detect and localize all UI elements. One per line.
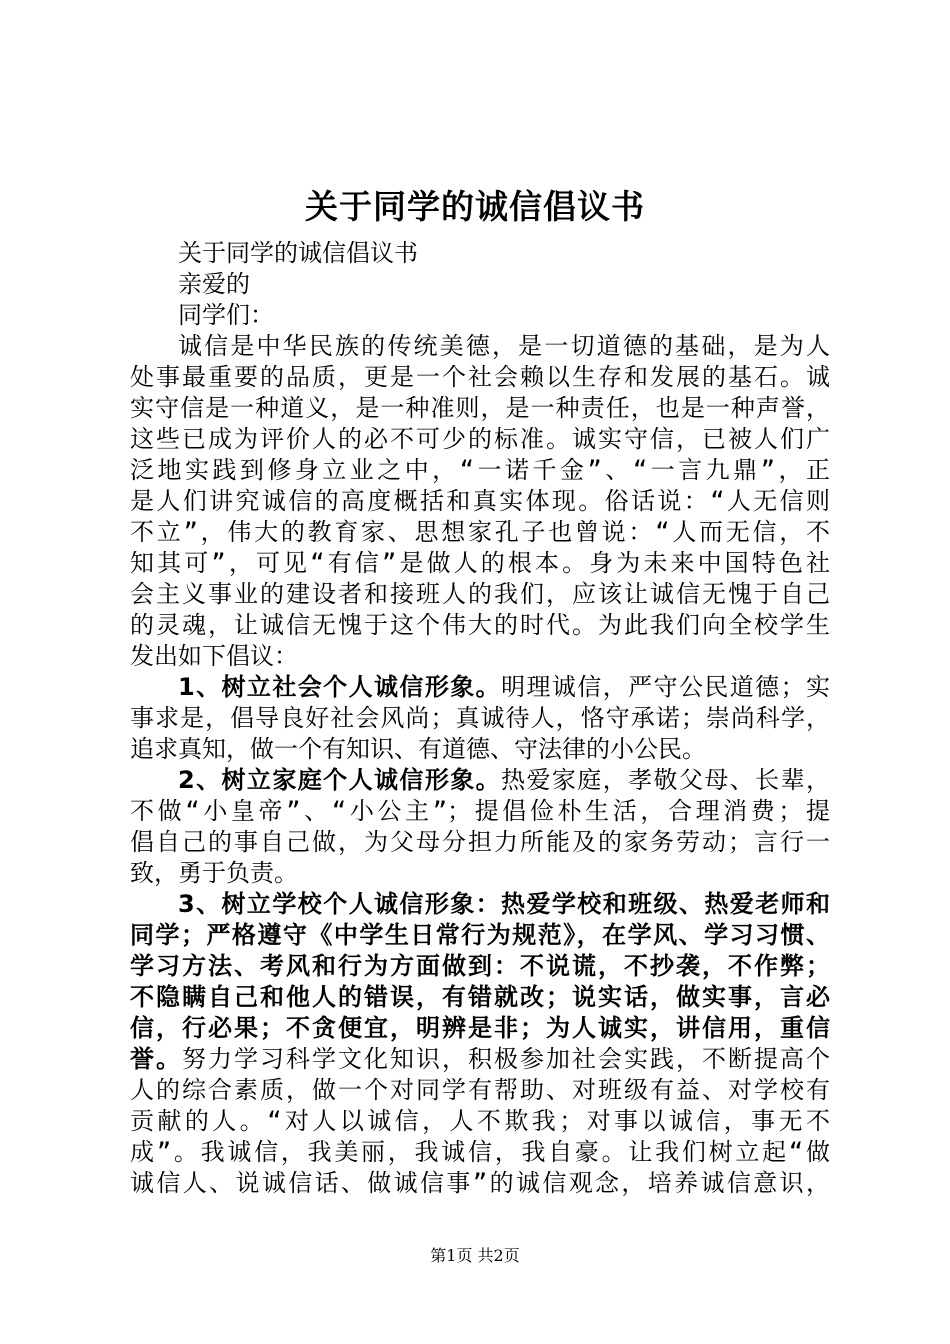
item-3-bold-tail: 誉。 xyxy=(130,1045,182,1073)
paragraph-line: 知其可”，可见“有信”是做人的根本。身为未来中国特色社 xyxy=(130,549,830,577)
paragraph-line: 人的综合素质，做一个对同学有帮助、对班级有益、对学校有 xyxy=(130,1076,830,1104)
paragraph-line: 事求是，倡导良好社会风尚；真诚待人，恪守承诺；崇尚科学， xyxy=(130,704,830,732)
paragraph-line: 是人们讲究诚信的高度概括和真实体现。俗话说：“人无信则 xyxy=(130,487,830,515)
paragraph-line: 不立”，伟大的教育家、思想家孔子也曾说：“人而无信，不 xyxy=(130,518,830,546)
item-3-bold-line: 信，行必果；不贪便宜，明辨是非；为人诚实，讲信用，重信 xyxy=(130,1014,830,1042)
item-1-text: 明理诚信，严守公民道德；实 xyxy=(501,673,831,701)
paragraph-line: 倡自己的事自己做，为父母分担力所能及的家务劳动；言行一 xyxy=(130,828,830,856)
paragraph-line: 实守信是一种道义，是一种准则，是一种责任，也是一种声誉， xyxy=(130,394,830,422)
page-footer: 第1页 共2页 xyxy=(430,1246,520,1265)
paragraph-line: 成”。我诚信，我美丽，我诚信，我自豪。让我们树立起“做 xyxy=(130,1138,830,1166)
paragraph-line: 诚信人、说诚信话、做诚信事”的诚信观念，培养诚信意识， xyxy=(130,1169,830,1197)
item-3-text: 努力学习科学文化知识，积极参加社会实践，不断提高个 xyxy=(182,1045,830,1073)
item-3-bold-line: 不隐瞒自己和他人的错误，有错就改；说实话，做实事，言必 xyxy=(130,983,830,1011)
page-title: 关于同学的诚信倡议书 xyxy=(305,187,645,226)
paragraph-line: 不做“小皇帝”、“小公主”；提倡俭朴生活，合理消费；提 xyxy=(130,797,830,825)
item-2-first-line xyxy=(130,765,830,796)
item-3-bold-line: 3、树立学校个人诚信形象：热爱学校和班级、热爱老师和 xyxy=(178,890,830,918)
item-2-heading: 2、树立家庭个人诚信形象。 xyxy=(178,766,502,794)
paragraph-line: 发出如下倡议： xyxy=(130,642,298,670)
item-3-bold-line: 同学；严格遵守《中学生日常行为规范》，在学风、学习习惯、 xyxy=(130,921,830,949)
salutation-line: 同学们： xyxy=(178,301,274,329)
salutation-line: 亲爱的 xyxy=(178,270,250,298)
subtitle-line: 关于同学的诚信倡议书 xyxy=(178,239,418,267)
item-1-first-line xyxy=(130,672,830,703)
item-3-bold-line: 学习方法、考风和行为方面做到：不说谎，不抄袭，不作弊； xyxy=(130,952,830,980)
paragraph-line: 致，勇于负责。 xyxy=(130,859,298,887)
paragraph-line: 这些已成为评价人的必不可少的标准。诚实守信，已被人们广 xyxy=(130,425,830,453)
paragraph-line: 贡献的人。“对人以诚信，人不欺我；对事以诚信，事无不 xyxy=(130,1107,830,1135)
paragraph-line: 诚信是中华民族的传统美德，是一切道德的基础，是为人 xyxy=(178,332,830,360)
document-body xyxy=(130,238,830,1199)
paragraph-line: 处事最重要的品质，更是一个社会赖以生存和发展的基石。诚 xyxy=(130,363,830,391)
paragraph-line: 追求真知，做一个有知识、有道德、守法律的小公民。 xyxy=(130,735,706,763)
paragraph-line: 的灵魂，让诚信无愧于这个伟大的时代。为此我们向全校学生 xyxy=(130,611,830,639)
item-2-text: 热爱家庭，孝敬父母、长辈， xyxy=(501,766,831,794)
item-3-mixed-line xyxy=(130,1044,830,1075)
paragraph-line: 会主义事业的建设者和接班人的我们，应该让诚信无愧于自己 xyxy=(130,580,830,608)
paragraph-line: 泛地实践到修身立业之中，“一诺千金”、“一言九鼎”，正 xyxy=(130,456,830,484)
item-1-heading: 1、树立社会个人诚信形象。 xyxy=(178,673,502,701)
